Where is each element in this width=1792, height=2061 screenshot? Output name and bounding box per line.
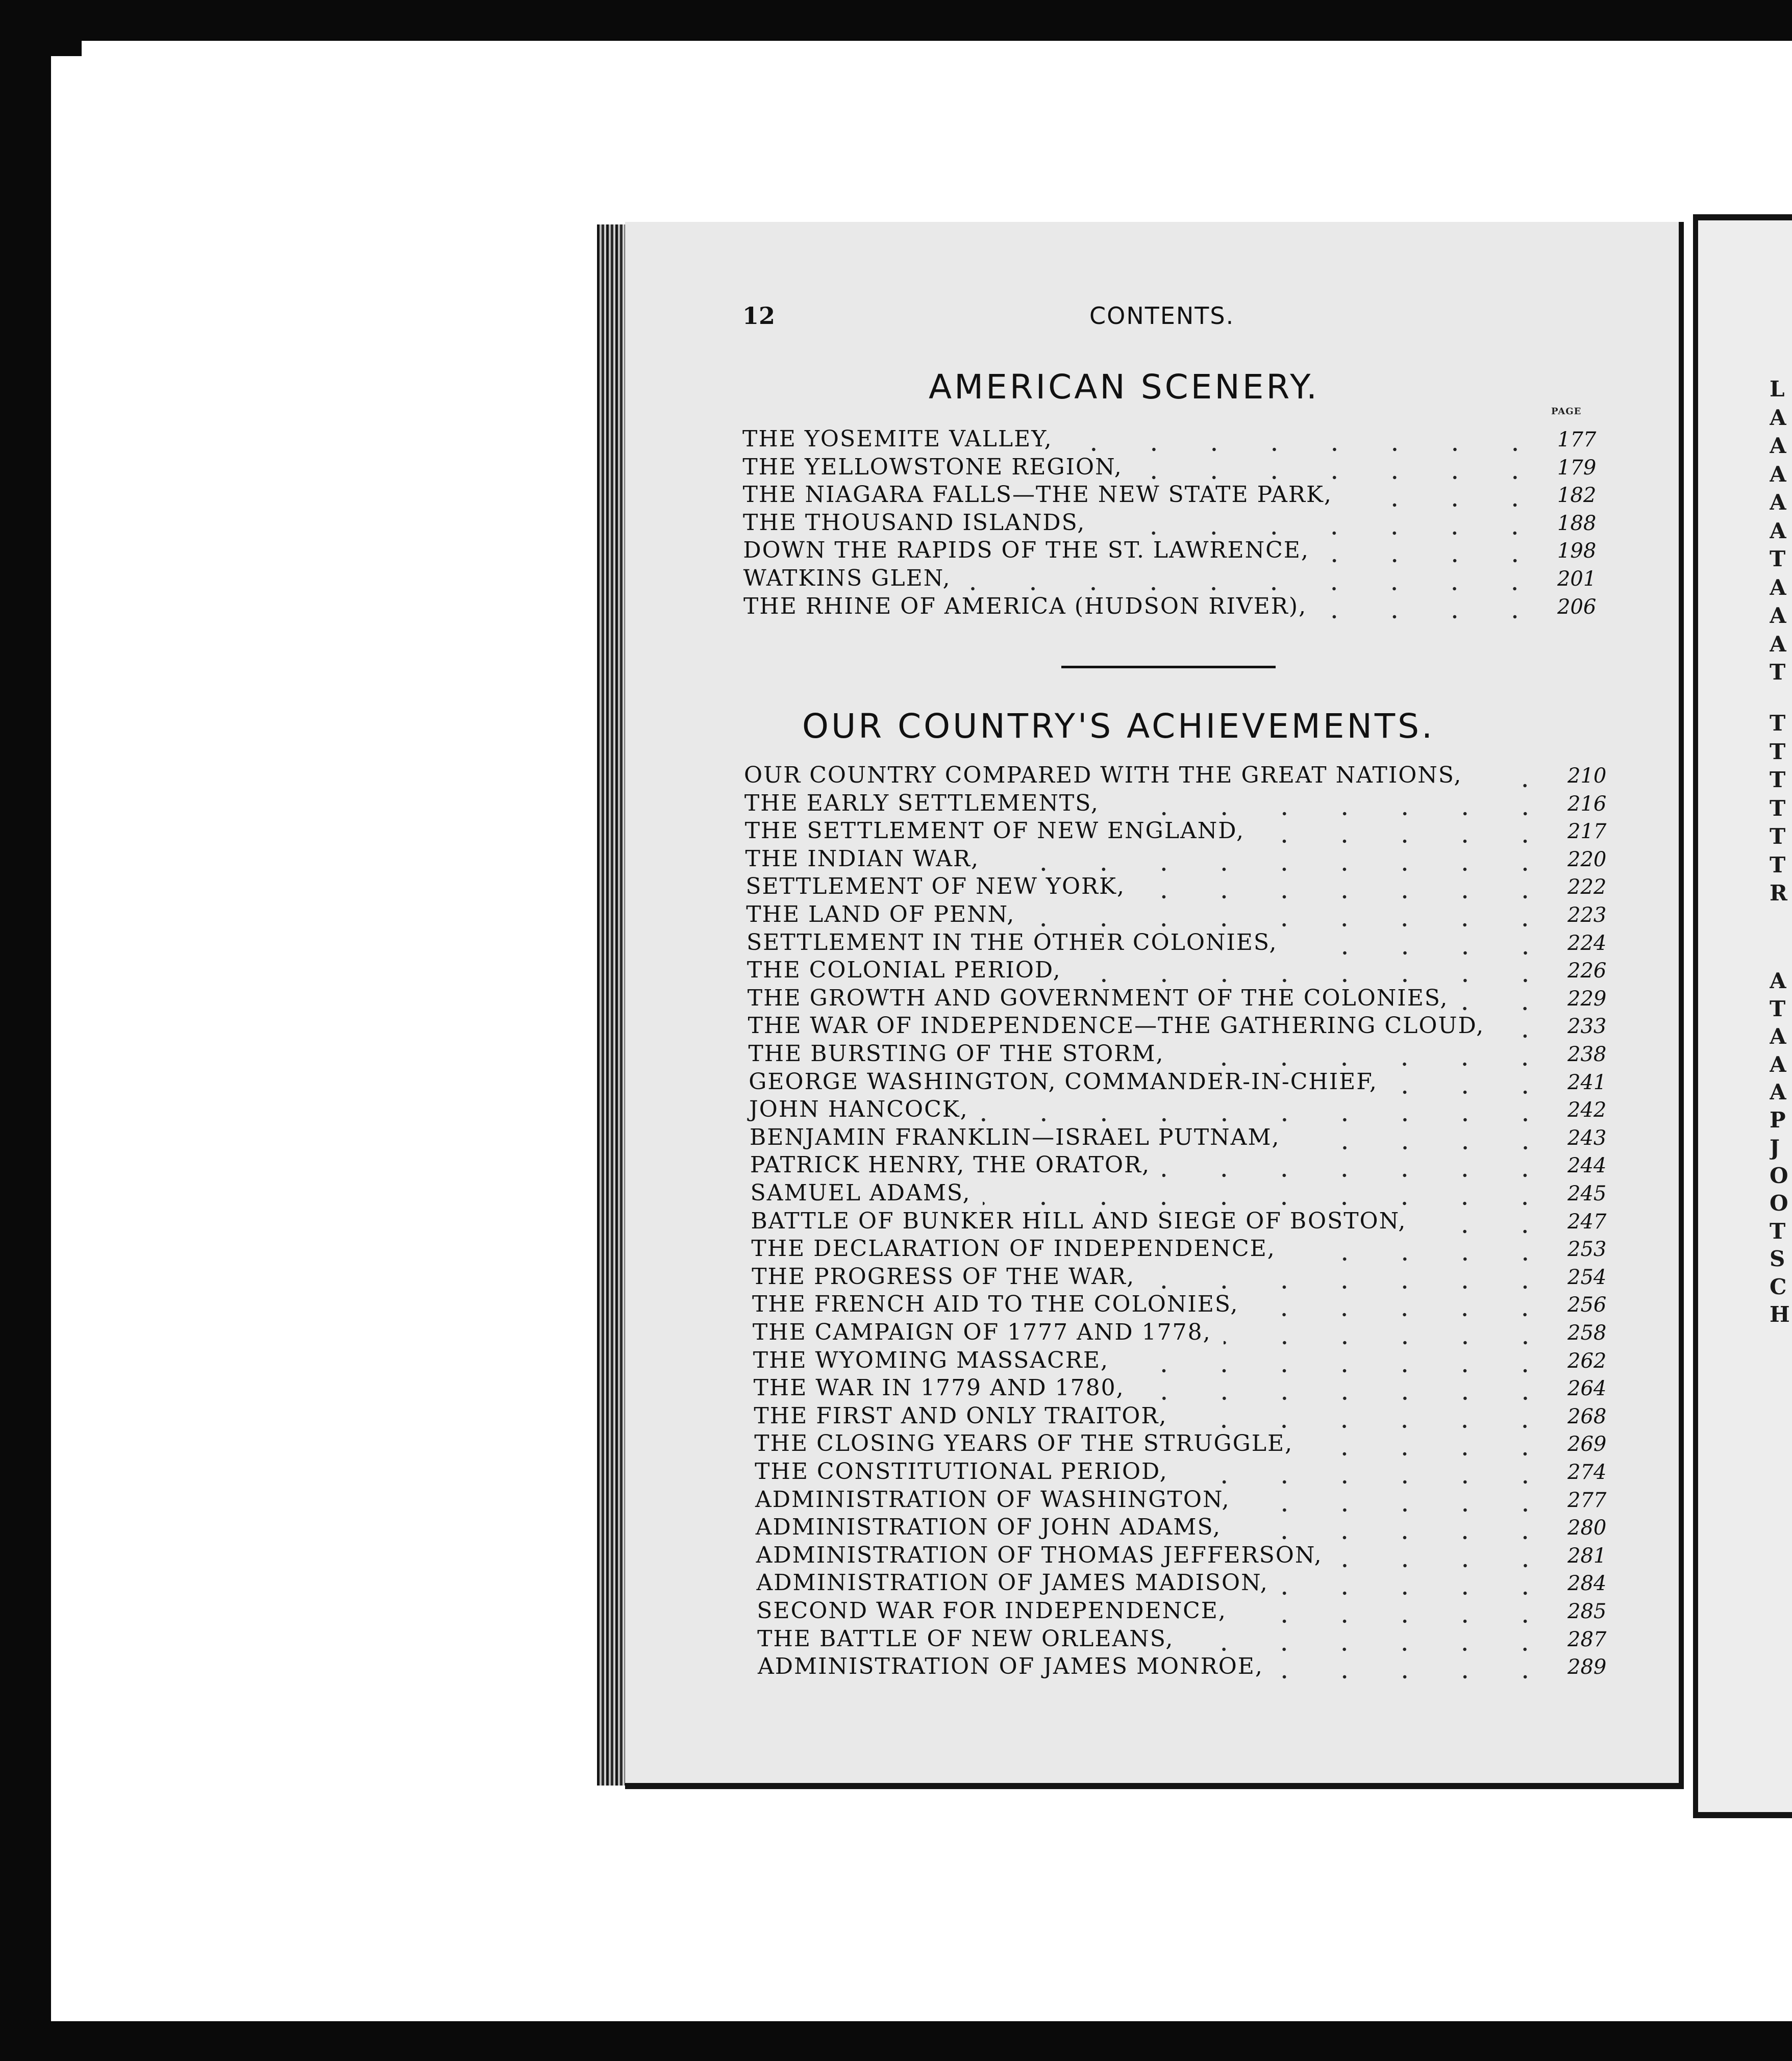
section-title-our-countrys-achievements: OUR COUNTRY'S ACHIEVEMENTS. (802, 707, 1435, 746)
toc-entry (755, 1459, 1607, 1486)
facing-page-letter: A (1770, 603, 1787, 628)
facing-page-letter: A (1770, 1079, 1787, 1104)
toc-entry-title: THE THOUSAND ISLANDS, (743, 509, 1086, 536)
toc-entry-page: 264 (1567, 1377, 1607, 1401)
toc-entry-title: BATTLE OF BUNKER HILL AND SIEGE OF BOSTON, (751, 1208, 1407, 1234)
toc-entry-title: SETTLEMENT IN THE OTHER COLONIES, (746, 929, 1278, 956)
toc-entry-page: 229 (1567, 987, 1607, 1011)
toc-entry-page: 241 (1567, 1070, 1607, 1094)
toc-entry-page: 287 (1567, 1627, 1607, 1651)
toc-entry (755, 1487, 1607, 1514)
toc-entry (743, 482, 1597, 509)
toc-entry-page: 268 (1567, 1404, 1607, 1428)
toc-entry (754, 1403, 1607, 1430)
facing-page-letter: A (1770, 405, 1787, 430)
toc-entry (754, 1375, 1607, 1402)
dot-leader (1098, 515, 1545, 537)
toc-entry-page: 210 (1567, 764, 1607, 788)
toc-entry-title: ADMINISTRATION OF WASHINGTON, (755, 1486, 1230, 1513)
toc-entry-page: 224 (1567, 931, 1607, 955)
toc-entry-title: BENJAMIN FRANKLIN—ISRAEL PUTNAM, (749, 1124, 1280, 1150)
facing-page-letter: A (1770, 490, 1787, 515)
dot-leader (1276, 1658, 1555, 1681)
toc-entry (745, 818, 1607, 845)
toc-entry-page: 258 (1567, 1321, 1607, 1345)
running-head: CONTENTS. (1089, 302, 1235, 330)
dot-leader (1137, 1380, 1555, 1402)
toc-entry-page: 243 (1567, 1126, 1607, 1150)
scan-border-left (0, 0, 51, 2061)
dot-leader (1288, 1241, 1555, 1263)
toc-entry-page: 280 (1567, 1516, 1607, 1540)
section-divider (1061, 666, 1276, 668)
facing-page-letter: C (1770, 1274, 1788, 1299)
toc-entry-page: 198 (1557, 539, 1597, 563)
dot-leader (963, 570, 1545, 593)
toc-entry (749, 1069, 1607, 1096)
toc-entry-title: THE FRENCH AID TO THE COLONIES, (752, 1291, 1239, 1318)
toc-entry-title: ADMINISTRATION OF THOMAS JEFFERSON, (756, 1542, 1323, 1568)
toc-entry (754, 1430, 1607, 1458)
toc-entry-page: 201 (1557, 567, 1597, 591)
toc-entry-page: 217 (1567, 820, 1607, 844)
toc-entry-title: THE BURSTING OF THE STORM, (748, 1041, 1164, 1067)
facing-page-letter: A (1770, 631, 1787, 657)
facing-page-letter: O (1770, 1191, 1789, 1216)
toc-entry-title: THE CONSTITUTIONAL PERIOD, (755, 1459, 1168, 1485)
toc-entry (752, 1291, 1607, 1319)
toc-entry-title: THE WYOMING MASSACRE, (753, 1347, 1109, 1373)
toc-entry (750, 1124, 1607, 1152)
toc-entry (757, 1626, 1607, 1653)
facing-page-letter: T (1770, 795, 1787, 821)
toc-entry-title: THE LAND OF PENN, (746, 901, 1015, 927)
facing-page-letter: A (1770, 433, 1787, 458)
toc-entry-title: THE CLOSING YEARS OF THE STRUGGLE, (754, 1430, 1293, 1457)
toc-entry-title: JOHN HANCOCK, (749, 1096, 968, 1123)
dot-leader (983, 1185, 1555, 1208)
toc-entry-title: THE CAMPAIGN OF 1777 AND 1778, (752, 1319, 1211, 1345)
toc-entry-title: THE WAR OF INDEPENDENCE—THE GATHERING CLOUD, (748, 1013, 1485, 1039)
dot-leader (1111, 795, 1555, 818)
facing-page-letter: T (1770, 767, 1787, 792)
toc-entry (756, 1570, 1607, 1597)
toc-entry-title: PATRICK HENRY, THE ORATOR, (750, 1152, 1151, 1178)
scan-border-notch (51, 41, 82, 56)
toc-entry-title: THE COLONIAL PERIOD, (746, 957, 1061, 984)
toc-entry (751, 1236, 1607, 1263)
facing-page-letter: A (1770, 968, 1787, 993)
page-number: 12 (742, 302, 776, 330)
dot-leader (1121, 1352, 1555, 1375)
toc-entry-page: 223 (1567, 903, 1607, 927)
toc-entry-title: THE SETTLEMENT OF NEW ENGLAND, (744, 818, 1245, 844)
toc-entry-page: 226 (1567, 959, 1607, 983)
toc-entry (748, 1013, 1607, 1040)
toc-entry-page: 179 (1557, 456, 1597, 480)
toc-entry-page: 269 (1567, 1432, 1607, 1456)
dot-leader (1242, 1492, 1555, 1514)
toc-entry-page: 274 (1567, 1461, 1607, 1484)
toc-entry-title: SAMUEL ADAMS, (750, 1180, 971, 1206)
toc-entry (751, 1208, 1608, 1236)
facing-page-letter: S (1770, 1246, 1786, 1271)
toc-entry (756, 1542, 1607, 1570)
toc-entry-title: THE PROGRESS OF THE WAR, (752, 1263, 1135, 1290)
scan-border-bottom (0, 2021, 1792, 2061)
toc-entry-title: THE GROWTH AND GOVERNMENT OF THE COLONIES, (747, 985, 1449, 1011)
toc-entry (748, 985, 1607, 1013)
facing-page-letter: R (1770, 881, 1788, 906)
dot-leader (1319, 598, 1545, 621)
toc-entry-title: WATKINS GLEN, (743, 565, 951, 591)
dot-leader (991, 851, 1555, 873)
dot-leader (1460, 990, 1555, 1013)
toc-entry (746, 901, 1607, 929)
toc-entry-page: 277 (1567, 1488, 1607, 1512)
toc-entry (742, 426, 1597, 454)
toc-entry (753, 1347, 1607, 1375)
dot-leader (1186, 1631, 1555, 1653)
toc-entry-title: THE NIAGARA FALLS—THE NEW STATE PARK, (742, 482, 1332, 508)
dot-leader (1305, 1436, 1555, 1458)
toc-entry (742, 454, 1597, 482)
dot-leader (1137, 878, 1555, 901)
toc-entry-page: 182 (1557, 484, 1597, 508)
dot-leader (1281, 1575, 1555, 1597)
facing-page-letter: T (1770, 546, 1787, 571)
toc-entry-title: DOWN THE RAPIDS OF THE ST. LAWRENCE, (743, 537, 1309, 564)
page-column-label: PAGE (1551, 406, 1582, 417)
scan-border-top (0, 0, 1792, 41)
toc-entry (743, 593, 1597, 621)
toc-entry-page: 254 (1567, 1265, 1607, 1289)
dot-leader (1176, 1046, 1555, 1068)
facing-page-letter: H (1770, 1302, 1791, 1327)
toc-entry-page: 188 (1557, 511, 1597, 535)
dot-leader (1335, 1547, 1555, 1570)
toc-entry-page: 206 (1557, 595, 1597, 619)
dot-leader (1239, 1603, 1555, 1625)
toc-entry (749, 1096, 1607, 1124)
facing-page-letter: A (1770, 461, 1787, 487)
dot-leader (1418, 1213, 1555, 1236)
facing-page-letter: O (1770, 1163, 1789, 1188)
dot-leader (1027, 907, 1555, 929)
toc-entry-title: THE RHINE OF AMERICA (HUDSON RIVER), (743, 593, 1307, 619)
dot-leader (1497, 1018, 1555, 1040)
dot-leader (1345, 487, 1545, 509)
facing-page-letter: T (1770, 852, 1787, 877)
toc-entry (757, 1598, 1607, 1625)
toc-entry (751, 1180, 1607, 1208)
dot-leader (1147, 1269, 1555, 1291)
toc-entry-page: 244 (1567, 1154, 1607, 1178)
facing-page-letter: A (1770, 518, 1787, 543)
facing-page-letter: J (1770, 1135, 1781, 1160)
toc-entry (758, 1653, 1607, 1681)
toc-entry-page: 220 (1567, 847, 1607, 871)
facing-page-letter: A (1770, 1051, 1787, 1077)
facing-page-letter: T (1770, 739, 1787, 764)
toc-entry (752, 1264, 1607, 1291)
toc-entry-page: 256 (1567, 1293, 1607, 1317)
facing-page-letter: T (1770, 824, 1787, 849)
toc-entry-page: 253 (1567, 1238, 1607, 1262)
toc-entry (750, 1152, 1607, 1179)
dot-leader (1390, 1074, 1555, 1096)
toc-entry (743, 537, 1597, 565)
toc-entry-title: SECOND WAR FOR INDEPENDENCE, (757, 1598, 1227, 1624)
toc-entry (745, 873, 1607, 901)
dot-leader (1180, 1464, 1555, 1486)
toc-entry-title: ADMINISTRATION OF JAMES MADISON, (756, 1570, 1268, 1596)
toc-entry-title: THE FIRST AND ONLY TRAITOR, (754, 1402, 1167, 1429)
toc-entry-page: 216 (1567, 792, 1607, 816)
toc-entry (753, 1319, 1607, 1347)
toc-entry-page: 238 (1567, 1043, 1607, 1066)
toc-entry-title: GEORGE WASHINGTON, COMMANDER-IN-CHIEF, (749, 1068, 1378, 1095)
toc-entry-page: 233 (1567, 1015, 1607, 1039)
book-page-edges (597, 224, 628, 1786)
dot-leader (1322, 542, 1545, 565)
toc-entry (744, 790, 1607, 818)
toc-entry (746, 929, 1607, 957)
toc-entry (745, 846, 1607, 873)
toc-entry-title: SETTLEMENT OF NEW YORK, (745, 873, 1126, 900)
toc-entry (743, 510, 1597, 537)
dot-leader (1292, 1129, 1556, 1152)
toc-entry-title: THE YOSEMITE VALLEY, (742, 426, 1053, 452)
toc-entry-title: THE INDIAN WAR, (745, 845, 980, 872)
toc-entry-title: THE YELLOWSTONE REGION, (742, 454, 1123, 480)
dot-leader (1257, 823, 1555, 845)
toc-entry (743, 565, 1597, 593)
toc-entry-page: 262 (1567, 1349, 1607, 1373)
toc-entry-title: THE BATTLE OF NEW ORLEANS, (757, 1625, 1174, 1652)
dot-leader (1233, 1519, 1555, 1542)
dot-leader (1251, 1296, 1555, 1319)
toc-entry-page: 281 (1567, 1544, 1607, 1568)
dot-leader (1074, 962, 1555, 985)
toc-entry (744, 762, 1607, 790)
facing-page-letter: T (1770, 711, 1787, 736)
toc-entry-title: THE WAR IN 1779 AND 1780, (753, 1375, 1125, 1401)
toc-entry-title: OUR COUNTRY COMPARED WITH THE GREAT NATIONS, (744, 762, 1462, 788)
toc-entry-title: THE DECLARATION OF INDEPENDENCE, (751, 1236, 1276, 1262)
toc-entry-page: 177 (1557, 428, 1597, 451)
toc-entry-title: ADMINISTRATION OF JOHN ADAMS, (755, 1514, 1222, 1541)
facing-page-letter: P (1770, 1107, 1787, 1133)
dot-leader (1135, 459, 1545, 482)
toc-entry (756, 1514, 1607, 1542)
facing-page-letter: T (1770, 1218, 1787, 1244)
toc-entry-page: 284 (1567, 1572, 1607, 1596)
toc-entry (748, 1041, 1607, 1068)
dot-leader (1474, 767, 1555, 790)
toc-entry-page: 289 (1567, 1655, 1607, 1679)
toc-entry (747, 957, 1607, 985)
dot-leader (1179, 1408, 1555, 1430)
toc-entry-title: THE EARLY SETTLEMENTS, (744, 790, 1099, 816)
facing-page-letter: A (1770, 574, 1787, 600)
toc-entry-page: 247 (1567, 1210, 1607, 1234)
toc-entry-page: 222 (1567, 875, 1607, 899)
toc-entry-page: 285 (1567, 1600, 1607, 1623)
facing-page-letter: T (1770, 660, 1787, 685)
dot-leader (1290, 935, 1556, 957)
toc-entry-page: 245 (1567, 1182, 1607, 1205)
toc-entry-page: 242 (1567, 1098, 1607, 1122)
toc-entry-title: ADMINISTRATION OF JAMES MONROE, (758, 1653, 1263, 1680)
facing-page-letter: T (1770, 996, 1787, 1021)
section-title-american-scenery: AMERICAN SCENERY. (929, 367, 1320, 407)
facing-page-letter: A (1770, 1024, 1787, 1049)
dot-leader (1224, 1324, 1555, 1347)
dot-leader (1162, 1157, 1555, 1179)
dot-leader (1065, 431, 1545, 454)
facing-page-letter: L (1770, 376, 1786, 401)
dot-leader (981, 1101, 1555, 1124)
